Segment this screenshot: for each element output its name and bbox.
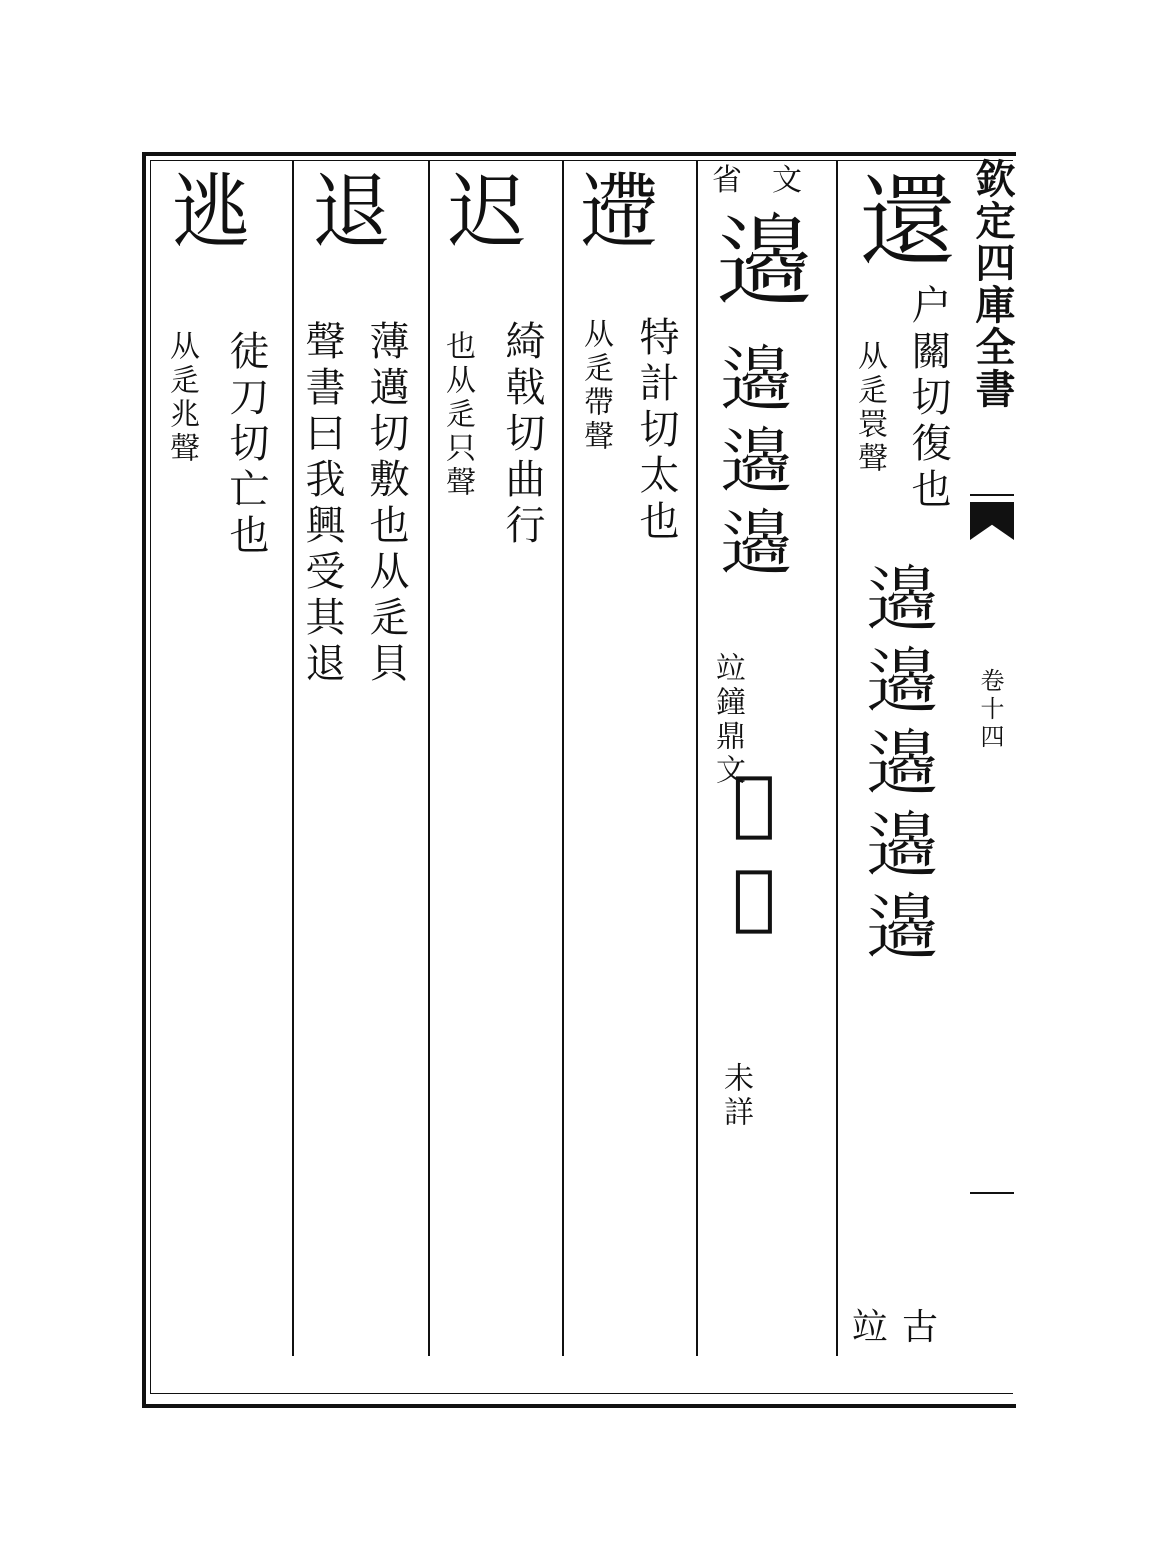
headword-glyph: 退 bbox=[299, 168, 389, 250]
column-rule bbox=[562, 160, 564, 1356]
column-rule bbox=[292, 160, 294, 1356]
variant-note: 未詳 bbox=[718, 1062, 753, 1130]
column-rule bbox=[696, 160, 698, 1356]
annotation-text: 聲書曰我興受其退 bbox=[299, 320, 345, 688]
margin-rule bbox=[970, 1192, 1014, 1194]
volume-number: 卷十四 bbox=[976, 668, 1004, 752]
annotation-text: 薄邁切敷也从辵貝 bbox=[363, 320, 409, 688]
annotation-text: 从辵兆聲 bbox=[164, 330, 199, 466]
annotation-text: 户關切復也 bbox=[905, 284, 951, 514]
variant-note: 竝古 bbox=[852, 1307, 953, 1348]
column-rule bbox=[428, 160, 430, 1356]
annotation-text: 从辵帶聲 bbox=[578, 318, 613, 454]
variant-forms: 𠫤𠫤 bbox=[712, 760, 796, 948]
headword-glyph: 逃 bbox=[159, 168, 249, 250]
headword-note: 省文 bbox=[712, 163, 832, 198]
margin-rule bbox=[970, 494, 1014, 496]
column-rule bbox=[836, 160, 838, 1356]
annotation-text: 特計切太也 bbox=[633, 316, 679, 546]
headword-glyph: 𨘢 bbox=[704, 207, 816, 309]
headword-glyph: 遰 bbox=[567, 168, 657, 250]
annotation-text: 也从辵只聲 bbox=[440, 330, 475, 500]
book-title: 欽定四庫全書 bbox=[969, 158, 1016, 410]
headword-glyph: 迟 bbox=[435, 168, 525, 250]
variant-forms: 𨘢𨘢𨘢𨘢𨘢 bbox=[858, 560, 942, 970]
annotation-text: 从辵睘聲 bbox=[852, 340, 887, 476]
variant-note: 竝鐘鼎文 bbox=[710, 652, 745, 788]
headword-glyph: 還 bbox=[844, 167, 956, 269]
variant-forms: 𨘢𨘢𨘢 bbox=[712, 340, 796, 586]
annotation-text: 徒刀切亡也 bbox=[223, 330, 269, 560]
annotation-text: 綺戟切曲行 bbox=[499, 320, 545, 550]
